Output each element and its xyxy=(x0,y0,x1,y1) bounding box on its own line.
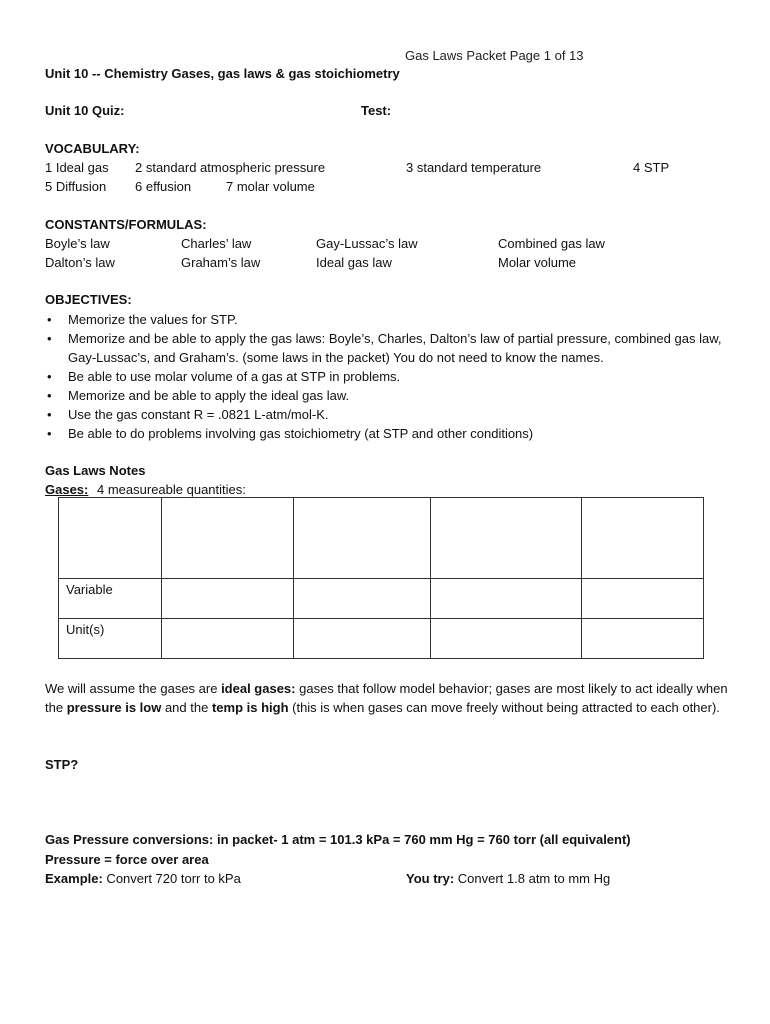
pressure-conversions: Gas Pressure conversions: in packet- 1 atm = 101.3 kPa = 760 mm Hg = 760 torr (all equivalent) xyxy=(45,832,631,847)
vocab-item: 6 effusion xyxy=(135,179,192,194)
vocab-item: 7 molar volume xyxy=(226,179,315,194)
formula-item: Combined gas law xyxy=(498,236,605,251)
vocab-item: 3 standard temperature xyxy=(406,160,542,175)
example-text: Convert 720 torr to kPa xyxy=(102,871,241,886)
table-row xyxy=(59,619,704,659)
constants-heading: CONSTANTS/FORMULAS: xyxy=(45,217,207,232)
table-cell xyxy=(161,619,293,659)
table-cell xyxy=(582,619,704,659)
you-try-text: Convert 1.8 atm to mm Hg xyxy=(454,871,611,886)
measurable-quantities-table xyxy=(58,497,704,659)
stp-question: STP? xyxy=(45,757,79,772)
table-cell xyxy=(431,579,582,619)
table-cell xyxy=(582,579,704,619)
variable-row-label: Variable xyxy=(59,579,162,619)
example-line xyxy=(45,870,241,888)
table-cell xyxy=(582,498,704,579)
formula-item: Ideal gas law xyxy=(316,255,392,270)
test-label: Test: xyxy=(361,103,392,118)
formula-item: Gay-Lussac’s law xyxy=(316,236,418,251)
vocab-item: 4 STP xyxy=(633,160,670,175)
objective-item: • Be able to use molar volume of a gas at STP in problems. xyxy=(45,367,725,386)
vocab-item: 2 standard atmospheric pressure xyxy=(135,160,326,175)
quiz-label: Unit 10 Quiz: xyxy=(45,103,125,118)
formula-item: Dalton’s law xyxy=(45,255,115,270)
table-cell xyxy=(59,498,162,579)
pressure-low-term: pressure is low xyxy=(66,700,162,715)
you-try-label: You try: xyxy=(406,871,455,886)
paragraph-text: and the xyxy=(161,700,212,715)
notes-heading: Gas Laws Notes xyxy=(45,463,146,478)
formula-item: Boyle’s law xyxy=(45,236,110,251)
table-cell xyxy=(161,498,293,579)
table-cell xyxy=(431,619,582,659)
vocabulary-heading: VOCABULARY: xyxy=(45,141,140,156)
ideal-gas-paragraph xyxy=(45,679,735,717)
objective-item: • Be able to do problems involving gas stoichiometry (at STP and other conditions) xyxy=(45,424,725,443)
table-row xyxy=(59,498,704,579)
objectives-heading: OBJECTIVES: xyxy=(45,292,132,307)
vocab-item: 5 Diffusion xyxy=(45,179,107,194)
gases-label: Gases: xyxy=(45,482,89,497)
formula-item: Molar volume xyxy=(498,255,577,270)
gases-text: 4 measureable quantities: xyxy=(97,482,246,497)
table-cell xyxy=(293,619,431,659)
you-try-line xyxy=(406,870,610,888)
pressure-definition: Pressure = force over area xyxy=(45,852,209,867)
temp-high-term: temp is high xyxy=(211,700,289,715)
paragraph-text: (this is when gases can move freely without being attracted to each other). xyxy=(288,700,720,715)
vocab-item: 1 Ideal gas xyxy=(45,160,109,175)
table-cell xyxy=(293,579,431,619)
objective-item: • Memorize and be able to apply the gas laws: Boyle’s, Charles, Dalton’s law of partial pressure, combined gas law, Gay-Lussac’s, and Graham’s. (some laws in the packet) You do not need to know the names. xyxy=(45,329,725,367)
objective-item: • Memorize and be able to apply the ideal gas law. xyxy=(45,386,725,405)
objective-item: • Use the gas constant R = .0821 L-atm/mol-K. xyxy=(45,405,725,424)
ideal-gases-term: ideal gases: xyxy=(221,681,296,696)
paragraph-text: We will assume the gases are xyxy=(45,681,222,696)
document-title: Unit 10 -- Chemistry Gases, gas laws & gas stoichiometry xyxy=(45,66,400,81)
example-label: Example: xyxy=(45,871,103,886)
objective-item: • Memorize the values for STP. xyxy=(45,310,725,329)
units-row-label: Unit(s) xyxy=(59,619,162,659)
page-header: Gas Laws Packet Page 1 of 13 xyxy=(405,48,584,63)
table-cell xyxy=(293,498,431,579)
table-cell xyxy=(431,498,582,579)
formula-item: Graham’s law xyxy=(181,255,261,270)
objectives-list xyxy=(45,310,725,443)
paragraph-text: gases that follow model behavior; gases are most likely to act ideally when the xyxy=(45,681,728,715)
table-row xyxy=(59,579,704,619)
table-cell xyxy=(161,579,293,619)
formula-item: Charles’ law xyxy=(181,236,252,251)
